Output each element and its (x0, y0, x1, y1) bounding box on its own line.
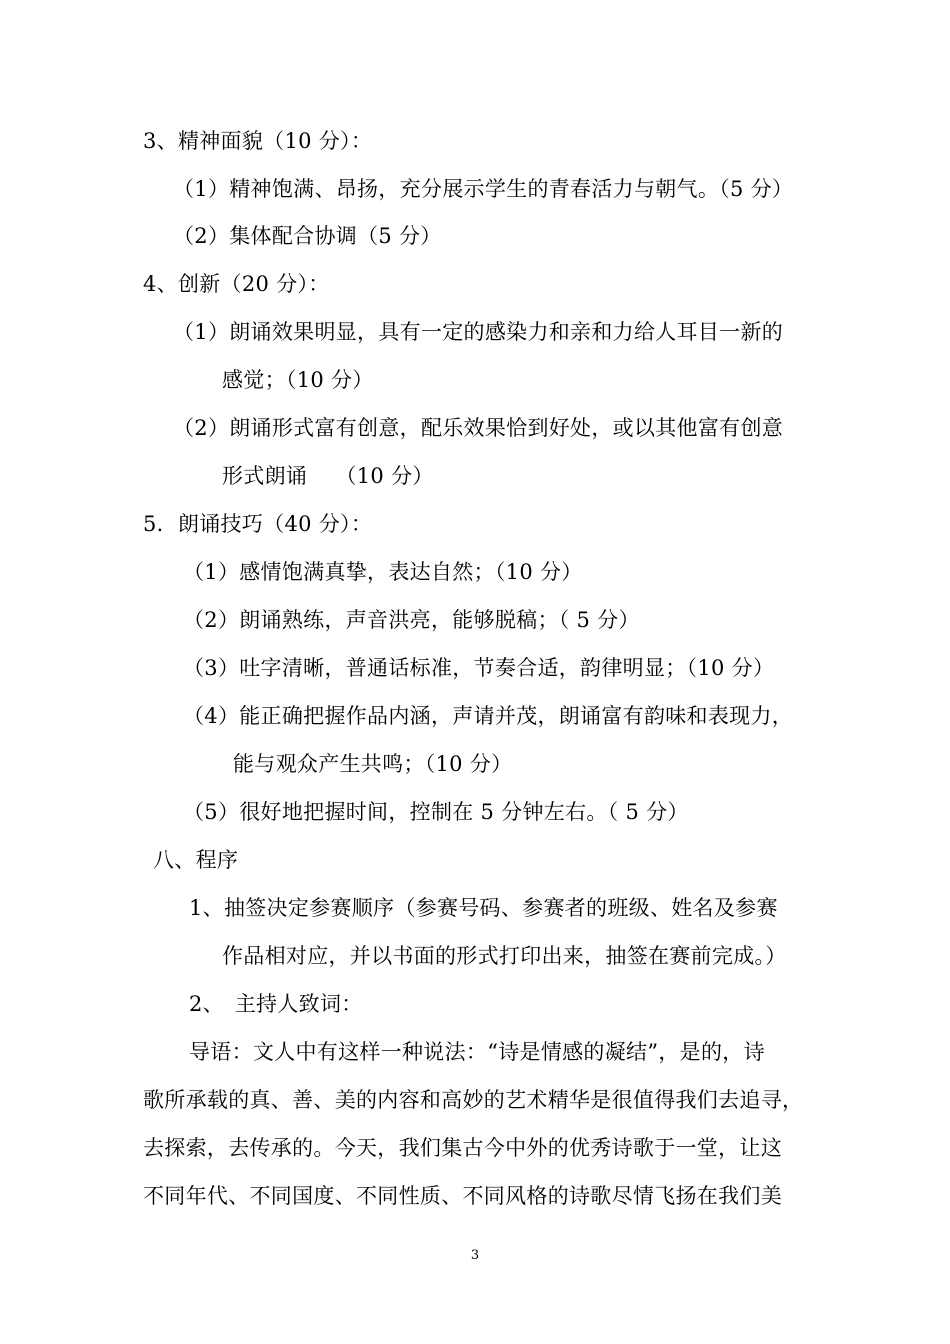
text-line: 2、 主持人致词： (189, 992, 363, 1016)
text-line: （1）精神饱满、昂扬，充分展示学生的青春活力与朝气。（5 分） (173, 177, 794, 201)
text-line: 1、抽签决定参赛顺序（参赛号码、参赛者的班级、姓名及参赛 (189, 896, 778, 920)
text-line: 不同年代、不同国度、不同性质、不同风格的诗歌尽情飞扬在我们美 (143, 1184, 782, 1208)
text-line: （2）朗诵形式富有创意，配乐效果恰到好处，或以其他富有创意 (173, 416, 784, 440)
text-line: 3、精神面貌（10 分）： (143, 129, 373, 153)
text-line: 导语：文人中有这样一种说法：“诗是情感的凝结”，是的，诗 (189, 1040, 765, 1064)
text-line: 形式朗诵 （10 分） (222, 464, 434, 488)
text-line: 感觉；（10 分） (222, 368, 374, 392)
text-line: （2）朗诵熟练，声音洪亮，能够脱稿；（ 5 分） (183, 608, 640, 632)
text-line: 歌所承载的真、善、美的内容和高妙的艺术精华是很值得我们去追寻， (143, 1088, 804, 1112)
text-line: （3）吐字清晰，普通话标准，节奏合适，韵律明显；（10 分） (183, 656, 775, 680)
text-line: 能与观众产生共鸣；（10 分） (233, 752, 513, 776)
text-line: 4、创新（20 分）： (143, 272, 330, 296)
text-line: 去探索，去传承的。今天，我们集古今中外的优秀诗歌于一堂，让这 (143, 1136, 782, 1160)
section-heading: 八、程序 (153, 848, 239, 872)
text-line: （1）朗诵效果明显，具有一定的感染力和亲和力给人耳目一新的 (173, 320, 784, 344)
text-line: （1）感情饱满真挚，表达自然；（10 分） (183, 560, 583, 584)
page-number: 3 (470, 1248, 480, 1263)
text-line: （5）很好地把握时间，控制在 5 分钟左右。（ 5 分） (183, 800, 689, 824)
text-line: 作品相对应，并以书面的形式打印出来，抽签在赛前完成。） (222, 944, 787, 968)
text-line: （4）能正确把握作品内涵，声请并茂，朗诵富有韵味和表现力， (183, 704, 794, 728)
text-line: （2）集体配合协调（5 分） (173, 224, 442, 248)
text-line: 5．朗诵技巧（40 分）： (143, 512, 373, 536)
